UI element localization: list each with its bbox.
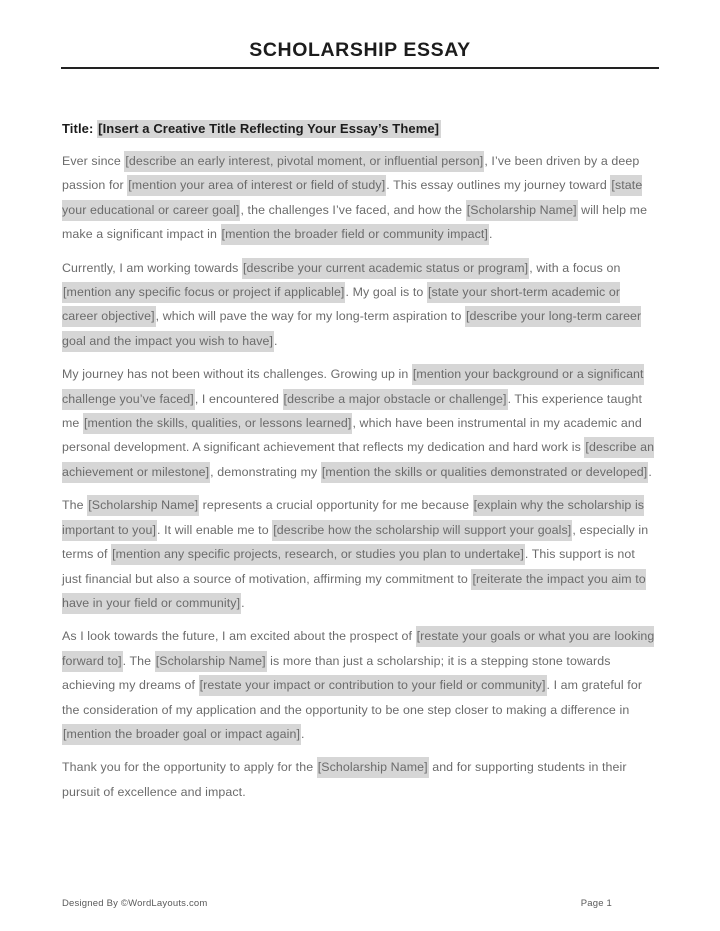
text-segment: , I encountered xyxy=(194,391,283,406)
text-segment: will help me make a significant impact in xyxy=(62,202,648,242)
text-segment: . My goal is to xyxy=(345,285,427,300)
essay-paragraph xyxy=(62,755,658,804)
placeholder-segment: [state your educational or career goal] xyxy=(62,175,642,220)
text-segment: . The xyxy=(122,653,155,668)
text-segment: The xyxy=(62,498,88,513)
placeholder-segment: [mention the broader goal or impact again] xyxy=(62,724,301,745)
text-segment: , with a focus on xyxy=(529,260,621,275)
placeholder-segment: [describe a major obstacle or challenge] xyxy=(283,389,508,410)
essay-paragraph xyxy=(62,362,658,484)
text-segment: . xyxy=(301,726,305,741)
text-segment: . xyxy=(241,595,245,610)
text-segment: . This essay outlines my journey toward xyxy=(386,178,611,193)
text-segment: Currently, I am working towards xyxy=(62,260,242,275)
placeholder-segment: [describe an early interest, pivotal moment, or influential person] xyxy=(124,151,484,172)
document-content xyxy=(62,120,658,804)
placeholder-segment: [Scholarship Name] xyxy=(87,495,199,516)
text-segment: , demonstrating my xyxy=(210,464,321,479)
text-segment: . It will enable me to xyxy=(157,522,273,537)
footer-page-number: Page 1 xyxy=(580,898,612,909)
document-header xyxy=(0,0,720,69)
placeholder-segment: [mention the broader field or community impact] xyxy=(221,224,489,245)
text-segment: . I am grateful for the consideration of my application and the opportunity to be one step closer to making a difference in xyxy=(62,678,643,717)
placeholder-segment: [mention your background or a significant challenge you’ve faced] xyxy=(62,364,644,409)
placeholder-segment: [Scholarship Name] xyxy=(317,757,429,778)
essay-paragraph xyxy=(62,493,658,615)
placeholder-segment: [describe an achievement or milestone] xyxy=(62,437,654,482)
text-segment: As I look towards the future, I am excited about the prospect of xyxy=(62,629,416,644)
footer-credit: Designed By ©WordLayouts.com xyxy=(62,898,208,909)
essay-title-placeholder: [Insert a Creative Title Reflecting Your Essay’s Theme] xyxy=(98,121,440,136)
text-segment: Ever since xyxy=(62,154,125,168)
header-rule xyxy=(61,67,659,69)
text-segment: , which will pave the way for my long-term aspiration to xyxy=(155,309,466,324)
placeholder-segment: [describe your current academic status or program] xyxy=(242,258,529,279)
text-segment: My journey has not been without its challenges. Growing up in xyxy=(62,367,412,382)
text-segment: . xyxy=(274,333,278,348)
page-title: SCHOLARSHIP ESSAY xyxy=(249,39,471,61)
text-segment: Thank you for the opportunity to apply for the xyxy=(62,760,317,775)
placeholder-segment: [mention the skills or qualities demonstrated or developed] xyxy=(321,462,648,483)
text-segment: . xyxy=(488,227,493,242)
placeholder-segment: [restate your goals or what you are looking forward to] xyxy=(62,626,654,671)
placeholder-segment: [Scholarship Name] xyxy=(466,200,578,221)
placeholder-segment: [mention any specific projects, research, or studies you plan to undertake] xyxy=(111,544,525,565)
document-footer xyxy=(62,898,658,909)
placeholder-segment: [state your short-term academic or career objective] xyxy=(62,282,620,327)
text-segment: , the challenges I’ve faced, and how the xyxy=(240,202,466,217)
placeholder-segment: [reiterate the impact you aim to have in your field or community] xyxy=(62,569,646,614)
essay-title-label: Title: xyxy=(62,121,94,136)
text-segment: . This support is not just financial but also a source of motivation, affirming my commitment to xyxy=(62,547,635,586)
essay-paragraph xyxy=(62,624,658,746)
essay-body xyxy=(62,149,658,804)
essay-title-line xyxy=(62,120,658,137)
text-segment: and for supporting students in their pursuit of excellence and impact. xyxy=(62,760,627,799)
text-segment: , I’ve been driven by a deep passion for xyxy=(62,154,640,193)
text-segment: is more than just a scholarship; it is a stepping stone towards achieving my dreams of xyxy=(62,653,611,693)
placeholder-segment: [describe how the scholarship will support your goals] xyxy=(272,520,572,541)
text-segment: represents a crucial opportunity for me because xyxy=(199,498,473,513)
text-segment: , especially in terms of xyxy=(62,522,649,562)
placeholder-segment: [describe your long-term career goal and the impact you wish to have] xyxy=(62,306,641,351)
placeholder-segment: [restate your impact or contribution to your field or community] xyxy=(199,675,547,696)
placeholder-segment: [mention your area of interest or field of study] xyxy=(127,175,386,196)
placeholder-segment: [mention any specific focus or project if applicable] xyxy=(62,282,345,303)
text-segment: . xyxy=(648,464,652,479)
placeholder-segment: [explain why the scholarship is important to you] xyxy=(62,495,644,540)
essay-paragraph xyxy=(62,256,658,354)
essay-paragraph xyxy=(62,149,658,247)
placeholder-segment: [mention the skills, qualities, or lessons learned] xyxy=(83,413,353,434)
text-segment: . This experience taught me xyxy=(62,391,642,431)
placeholder-segment: [Scholarship Name] xyxy=(155,651,267,672)
text-segment: , which have been instrumental in my academic and personal development. A significant achievement that reflects my dedication and hard work is xyxy=(62,416,642,455)
